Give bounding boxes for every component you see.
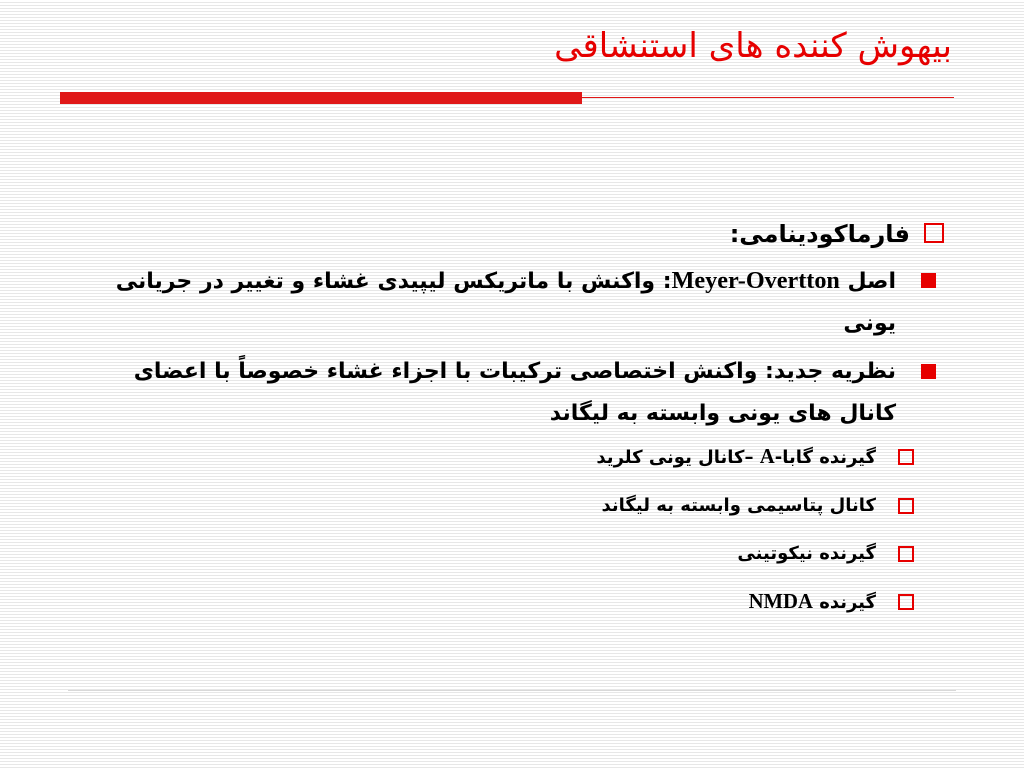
heading-item bbox=[74, 212, 944, 256]
sub-item bbox=[74, 490, 944, 522]
sub-item-text: گیرنده نیکوتینی bbox=[737, 543, 876, 564]
title-underline-thin bbox=[582, 97, 954, 98]
hollow-square-bullet-icon bbox=[898, 546, 914, 562]
sub-item bbox=[74, 441, 944, 474]
sub-item-latin-term: A bbox=[759, 446, 775, 468]
footer-divider bbox=[68, 690, 956, 691]
sub-item-text-pre: گیرنده bbox=[812, 592, 876, 613]
sub-item-text-pre: گیرنده گابا- bbox=[774, 447, 876, 468]
filled-square-bullet-icon bbox=[921, 273, 936, 288]
hollow-square-bullet-icon bbox=[898, 449, 914, 465]
title-underline-bar bbox=[60, 92, 582, 104]
hollow-square-bullet-icon bbox=[898, 594, 914, 610]
sub-item bbox=[74, 586, 944, 619]
bullet-text-post: : واکنش با ماتریکس لیپیدی غشاء و تغییر در جریانی یونی bbox=[115, 269, 896, 336]
sub-item-text-post: –کانال یونی کلرید bbox=[596, 447, 760, 468]
sub-item-latin-term: NMDA bbox=[748, 591, 813, 613]
sub-item bbox=[74, 538, 944, 570]
bullet-latin-term: Meyer-Overtton bbox=[671, 267, 840, 294]
bullet-item bbox=[74, 260, 944, 345]
sub-item-text: کانال پتاسیمی وابسته به لیگاند bbox=[601, 495, 876, 516]
hollow-square-bullet-icon bbox=[924, 223, 944, 243]
filled-square-bullet-icon bbox=[921, 364, 936, 379]
heading-text: فارماکودینامی: bbox=[729, 220, 910, 248]
bullet-item bbox=[74, 351, 944, 435]
slide-title: بیهوش کننده های استنشاقی bbox=[554, 26, 952, 66]
hollow-square-bullet-icon bbox=[898, 498, 914, 514]
bullet-text: نظریه جدید: واکنش اختصاصی ترکیبات با اجزاء غشاء خصوصاً با اعضای کانال های یونی وابسته به لیگاند bbox=[133, 359, 896, 426]
bullet-text-pre: اصل bbox=[839, 269, 896, 294]
content-area bbox=[74, 212, 944, 635]
